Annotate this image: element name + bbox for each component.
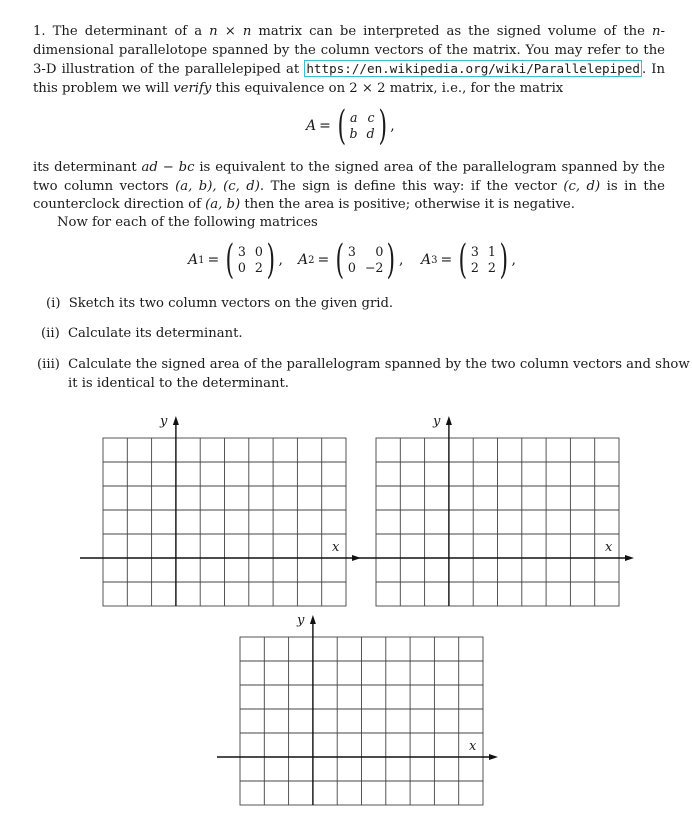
trailing-comma: , xyxy=(390,118,395,134)
intro-text: -dimensional parallelotope spanned by the column vectors of the matrix. You may refer to the 3-D illustration of the parallelepiped at xyxy=(33,24,665,78)
intro-text: . In this problem we will xyxy=(33,62,665,96)
matrix-a3-equation xyxy=(421,237,516,283)
matrix-cell: 0 xyxy=(254,244,263,259)
matrix-a2-equation xyxy=(298,237,404,283)
intro-text: matrix can be interpreted as the signed volume of the xyxy=(251,24,653,39)
x-axis-arrow-icon xyxy=(489,754,498,760)
right-paren: ) xyxy=(386,237,396,283)
matrix-a-equation xyxy=(306,103,395,149)
trailing-comma: , xyxy=(278,252,283,268)
trailing-comma: , xyxy=(399,252,404,268)
x-axis-label: x xyxy=(332,540,340,555)
equals-sign: = xyxy=(317,252,330,268)
matrix-cell: b xyxy=(349,126,358,141)
right-paren: ) xyxy=(499,237,508,283)
det-text: . The sign is define this way: if the vector xyxy=(259,178,564,194)
matrix-subscript: 3 xyxy=(431,254,438,266)
matrix-cell: c xyxy=(367,110,375,125)
det-text: is in the counterclock direction of xyxy=(33,178,665,213)
math-n: n xyxy=(209,24,218,39)
grid-2 xyxy=(353,412,635,616)
matrix-name: A xyxy=(188,252,199,268)
vector-ab: (a, b) xyxy=(205,197,241,213)
right-paren: ) xyxy=(378,103,387,149)
item-iii xyxy=(37,356,692,393)
det-expression: ad − bc xyxy=(141,160,195,175)
trailing-comma: , xyxy=(511,252,516,268)
matrix-cell: 1 xyxy=(487,244,496,259)
math-n: n xyxy=(242,24,252,39)
item-text: Calculate the signed area of the parallelogram spanned by the two column vectors and show it is identical to the determinant. xyxy=(68,357,690,391)
matrix-entries xyxy=(348,244,384,276)
matrix-cell: 2 xyxy=(487,260,496,275)
coordinate-grid xyxy=(353,412,635,612)
matrix-cell: a xyxy=(350,110,358,125)
matrix-entries xyxy=(238,244,263,276)
determinant-paragraph xyxy=(33,159,665,215)
item-label: (i) xyxy=(46,296,61,311)
item-i xyxy=(46,295,393,314)
intro-paragraph xyxy=(33,23,665,98)
matrix-entries xyxy=(349,110,374,142)
grid-1 xyxy=(80,412,362,616)
item-label: (ii) xyxy=(41,326,60,341)
det-text: is equivalent to the signed area of the parallelogram spanned by the two column vectors xyxy=(33,160,665,194)
matrix-cell: 3 xyxy=(237,244,246,259)
x-axis-label: x xyxy=(605,540,613,555)
column-vectors: (a, b), (c, d) xyxy=(175,178,260,194)
grid-lines xyxy=(240,637,483,805)
x-axis-label: x xyxy=(469,739,477,754)
matrix-name: A xyxy=(298,252,309,268)
left-paren: ( xyxy=(225,237,235,283)
math-times: × xyxy=(217,24,243,39)
equals-sign: = xyxy=(440,252,453,268)
matrix-cell: d xyxy=(366,126,375,141)
matrix-cell: 0 xyxy=(375,244,384,259)
left-paren: ( xyxy=(458,237,468,283)
matrix-name: A xyxy=(421,252,432,268)
matrix-cell: 0 xyxy=(347,260,356,275)
x-axis-arrow-icon xyxy=(625,555,634,561)
matrix-cell: 0 xyxy=(237,260,246,275)
right-paren: ) xyxy=(266,237,275,283)
y-axis-arrow-icon xyxy=(310,615,316,624)
math-n: n xyxy=(652,24,661,39)
intro-text: 1. The determinant of a xyxy=(33,24,210,39)
item-text: Sketch its two column vectors on the given grid. xyxy=(68,296,394,311)
y-axis-arrow-icon xyxy=(173,416,179,425)
grid-lines xyxy=(376,438,619,606)
equals-sign: = xyxy=(319,118,331,134)
y-axis-label: y xyxy=(297,613,305,628)
grid-3 xyxy=(217,611,499,815)
item-text: Calculate its determinant. xyxy=(67,326,243,341)
matrix-name: A xyxy=(306,118,317,134)
coordinate-grid xyxy=(217,611,499,811)
verify-emphasis: verify xyxy=(173,80,212,96)
coordinate-grid xyxy=(80,412,362,612)
det-text: its determinant xyxy=(33,160,142,175)
item-label: (iii) xyxy=(37,357,60,372)
matrix-cell: 2 xyxy=(254,260,263,275)
matrix-a1-equation xyxy=(188,237,283,283)
y-axis-label: y xyxy=(160,414,168,429)
matrix-entries xyxy=(471,244,496,276)
left-paren: ( xyxy=(335,237,345,283)
matrix-cell: 3 xyxy=(347,244,356,259)
matrix-cell: 2 xyxy=(470,260,479,275)
now-text: Now for each of the following matrices xyxy=(57,215,318,230)
left-paren: ( xyxy=(337,103,346,149)
det-text: then the area is positive; otherwise it is negative. xyxy=(240,197,575,213)
vector-cd: (c, d) xyxy=(563,178,601,194)
item-ii xyxy=(41,325,243,344)
intro-text: this equivalence on 2 × 2 matrix, i.e., for the matrix xyxy=(211,80,564,96)
equals-sign: = xyxy=(207,252,220,268)
matrix-cell: 3 xyxy=(470,244,479,259)
grid-lines xyxy=(103,438,346,606)
matrix-cell: −2 xyxy=(364,260,384,275)
wikipedia-link[interactable]: https://en.wikipedia.org/wiki/Parallelepiped xyxy=(306,61,640,77)
matrix-subscript: 1 xyxy=(198,254,205,266)
y-axis-label: y xyxy=(433,414,441,429)
matrix-subscript: 2 xyxy=(308,254,315,266)
y-axis-arrow-icon xyxy=(446,416,452,425)
